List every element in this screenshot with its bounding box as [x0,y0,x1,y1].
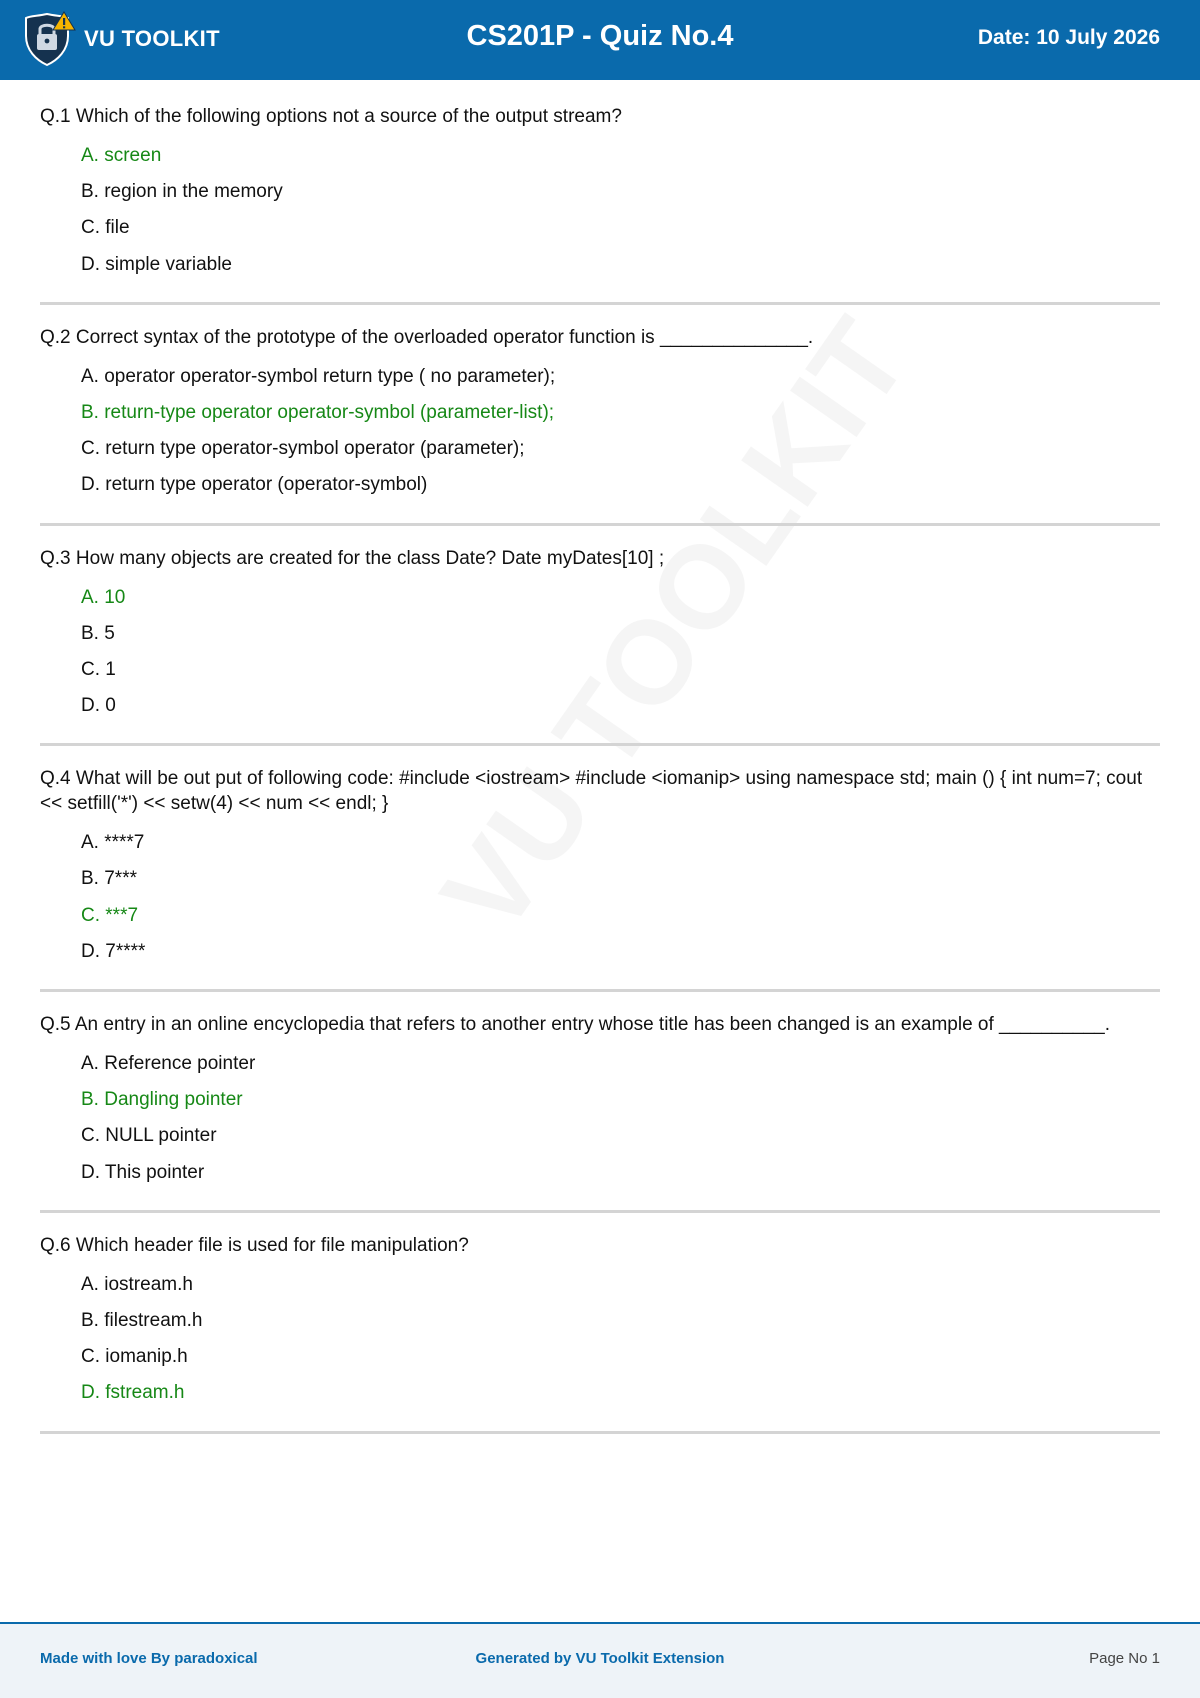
question-block [40,1233,1160,1434]
footer-credit: Made with love By paradoxical [40,1650,258,1667]
page-footer [0,1622,1200,1698]
question-block [40,104,1160,305]
footer-generator: Generated by VU Toolkit Extension [475,1650,725,1667]
answer-option: C. return type operator-symbol operator (parameter); [81,438,525,460]
answer-option: A. ****7 [81,832,145,854]
answer-option: D. simple variable [81,253,232,275]
question-list [40,104,1160,1454]
quiz-date: Date: 10 July 2026 [977,26,1160,49]
answer-option-correct: C. ***7 [81,904,139,926]
quiz-title: CS201P - Quiz No.4 [466,20,734,52]
question-text: Q.6 Which header file is used for file manipulation? [40,1234,469,1256]
question-text: Q.2 Correct syntax of the prototype of the overloaded operator function is ______________. [40,326,814,348]
answer-option: D. 0 [81,695,116,717]
answer-option: C. file [81,217,130,239]
question-block [40,546,1160,747]
brand-name: VU TOOLKIT [84,26,220,51]
question-block [40,325,1160,526]
answer-option-correct: A. 10 [81,586,126,608]
page-number: Page No 1 [1089,1650,1160,1667]
answer-option: A. iostream.h [81,1273,193,1295]
answer-option: C. NULL pointer [81,1125,217,1147]
question-text: Q.5 An entry in an online encyclopedia that refers to another entry whose title has been changed is an example of __________. [40,1014,1110,1035]
answer-option: C. iomanip.h [81,1346,188,1368]
answer-option: B. filestream.h [81,1309,203,1331]
answer-option: D. This pointer [81,1161,205,1183]
question-text: Q.1 Which of the following options not a source of the output stream? [40,106,622,127]
answer-option: D. 7**** [81,940,146,962]
answer-option-correct: D. fstream.h [81,1382,185,1404]
answer-option: A. operator operator-symbol return type ( no parameter); [81,365,556,387]
question-text: Q.4 What will be out put of following code: #include <iostream> #include <iomanip> using namespace std; main () { int num=7; cout << setfill('*') << setw(4) << num << endl; } [40,768,1143,815]
page-header [0,0,1200,80]
answer-option: B. region in the memory [81,181,283,203]
question-text: Q.3 How many objects are created for the class Date? Date myDates[10] ; [40,547,665,569]
answer-option-correct: B. Dangling pointer [81,1089,243,1111]
answer-option-correct: A. screen [81,145,162,166]
question-block [40,1012,1160,1213]
question-block [40,766,1160,992]
answer-option: C. 1 [81,658,116,680]
answer-option: D. return type operator (operator-symbol) [81,474,428,496]
answer-option: B. 5 [81,622,115,644]
answer-option-correct: B. return-type operator operator-symbol (parameter-list); [81,401,555,423]
answer-option: B. 7*** [81,868,137,890]
answer-option: A. Reference pointer [81,1053,256,1074]
